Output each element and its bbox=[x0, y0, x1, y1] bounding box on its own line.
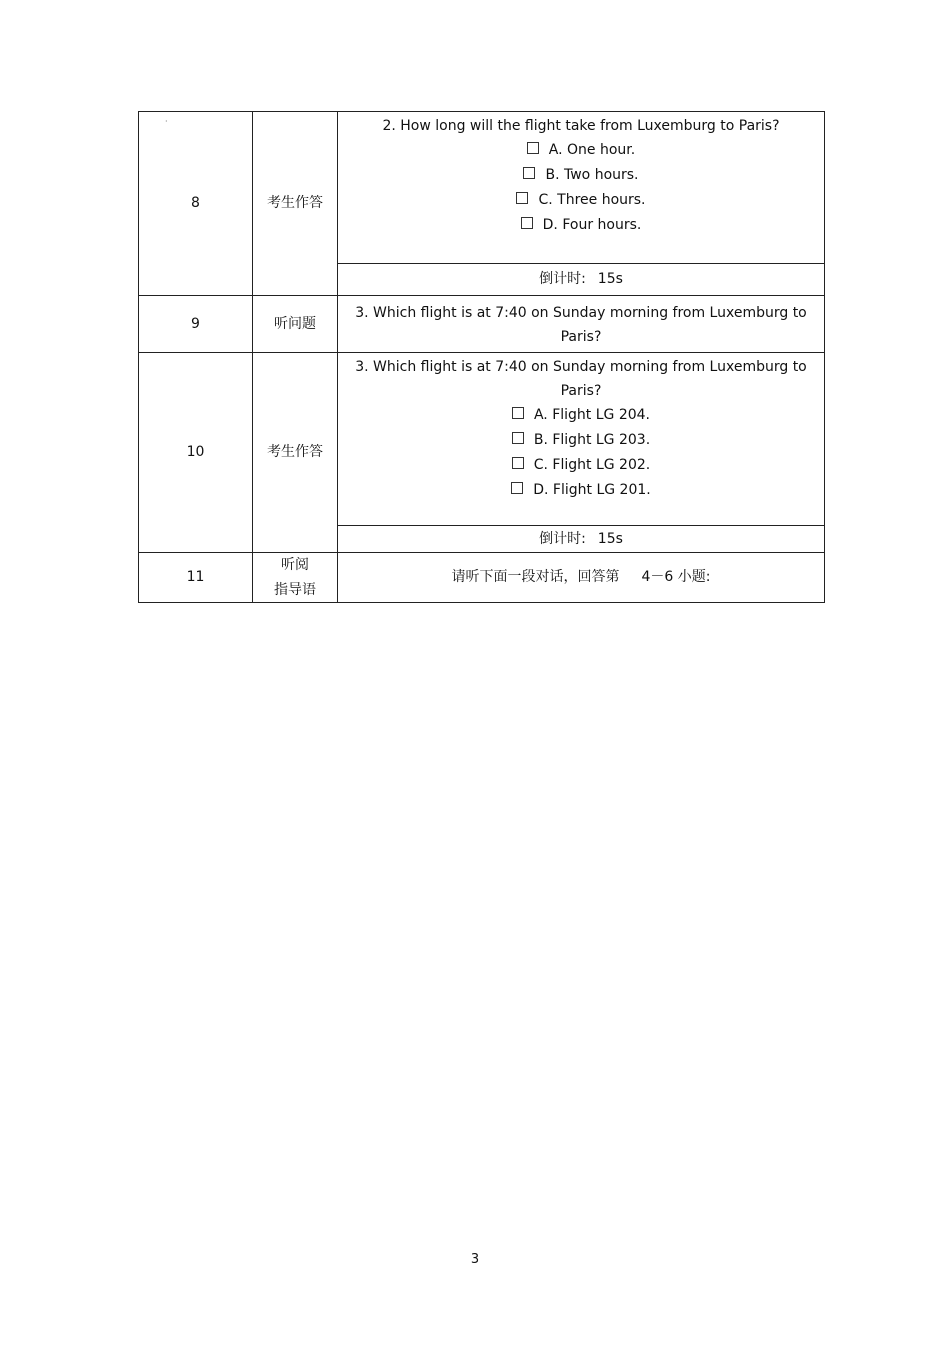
checkbox[interactable] bbox=[516, 192, 528, 204]
table-row-9 bbox=[139, 296, 825, 353]
page-number: 3 bbox=[470, 1252, 480, 1267]
table-row-10 bbox=[139, 353, 825, 526]
option-a[interactable]: A. Flight LG 204. bbox=[348, 403, 814, 428]
checkbox[interactable] bbox=[527, 142, 539, 154]
question-cell bbox=[338, 112, 825, 264]
instruction-range: 4－6 小题: bbox=[641, 569, 711, 586]
row-type: 考生作答 bbox=[253, 353, 338, 553]
question-cell bbox=[338, 296, 825, 353]
option-b[interactable]: B. Two hours. bbox=[348, 163, 814, 188]
checkbox[interactable] bbox=[512, 457, 524, 469]
instruction-cell bbox=[338, 553, 825, 603]
stray-mark: · bbox=[165, 117, 168, 126]
question-text: 2. How long will the flight take from Luxemburg to Paris? bbox=[382, 118, 780, 134]
checkbox[interactable] bbox=[521, 217, 533, 229]
exam-table-wrapper bbox=[138, 111, 824, 602]
option-c[interactable]: C. Flight LG 202. bbox=[348, 453, 814, 478]
countdown-label: 倒计时: bbox=[539, 530, 586, 547]
table-row-11 bbox=[139, 553, 825, 603]
countdown-value: 15s bbox=[597, 271, 623, 288]
checkbox[interactable] bbox=[512, 407, 524, 419]
table-row-8 bbox=[139, 112, 825, 264]
row-number: 9 bbox=[139, 296, 253, 353]
countdown-label: 倒计时: bbox=[539, 271, 586, 288]
countdown-cell bbox=[338, 264, 825, 296]
row-type: 听问题 bbox=[253, 296, 338, 353]
row-type: 考生作答 bbox=[253, 112, 338, 296]
option-d[interactable]: D. Flight LG 201. bbox=[348, 478, 814, 503]
question-text: 3. Which flight is at 7:40 on Sunday morning from Luxemburg to Paris? bbox=[355, 359, 807, 399]
option-a[interactable]: A. One hour. bbox=[348, 138, 814, 163]
exam-procedure-table bbox=[138, 111, 825, 603]
row-number: 8 bbox=[139, 112, 253, 296]
instruction-text: 请听下面一段对话，回答第 bbox=[451, 569, 620, 586]
checkbox[interactable] bbox=[512, 432, 524, 444]
question-cell bbox=[338, 353, 825, 526]
row-number: 10 bbox=[139, 353, 253, 553]
question-text: 3. Which flight is at 7:40 on Sunday morning from Luxemburg to Paris? bbox=[355, 305, 807, 345]
row-number: 11 bbox=[139, 553, 253, 603]
countdown-cell bbox=[338, 526, 825, 553]
row-type: 听阅 指导语 bbox=[253, 553, 338, 603]
option-c[interactable]: C. Three hours. bbox=[348, 188, 814, 213]
checkbox[interactable] bbox=[523, 167, 535, 179]
option-d[interactable]: D. Four hours. bbox=[348, 213, 814, 238]
checkbox[interactable] bbox=[511, 482, 523, 494]
countdown-value: 15s bbox=[597, 530, 623, 547]
option-b[interactable]: B. Flight LG 203. bbox=[348, 428, 814, 453]
